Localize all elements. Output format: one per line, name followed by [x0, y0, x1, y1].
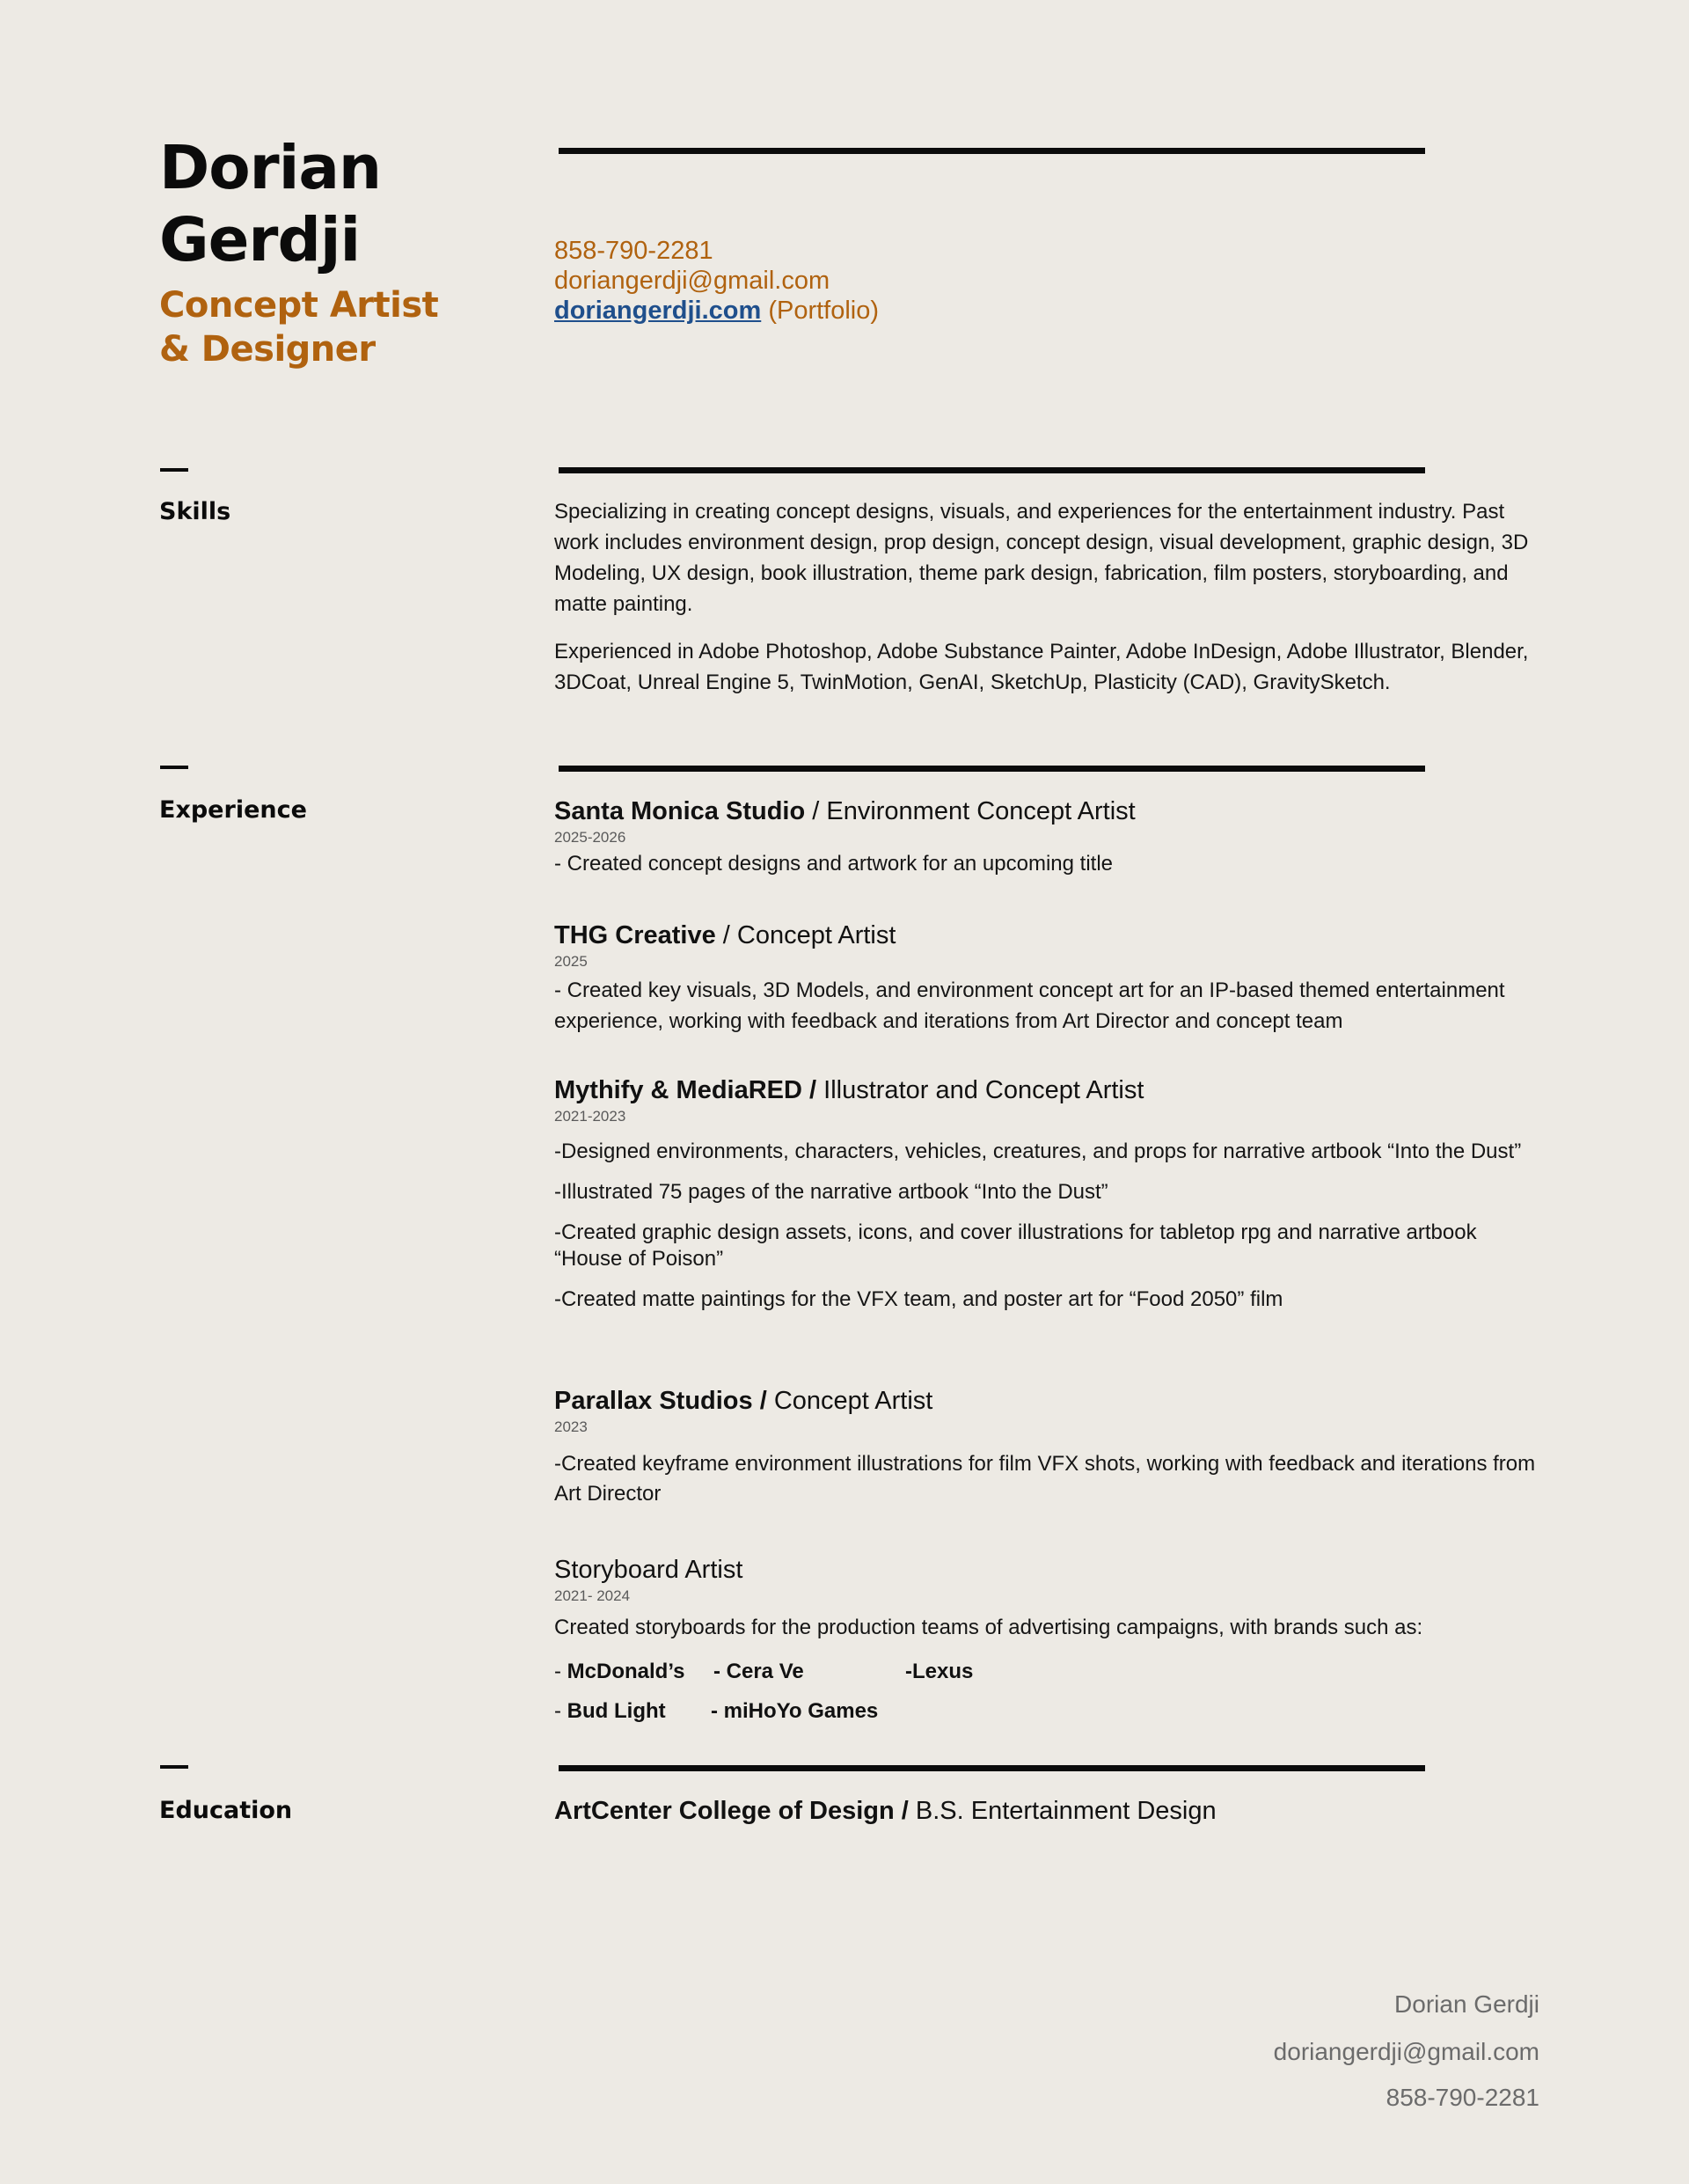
first-name: Dorian [159, 133, 382, 203]
job-entry [554, 795, 1539, 877]
job-description: -Created keyframe environment illustrations for film VFX shots, working with feedback and iterations from Art Director [554, 1452, 1536, 1506]
skills-heading: Skills [159, 498, 231, 525]
job-entry [554, 1385, 1539, 1509]
brand-item: - Bud Light [554, 1699, 666, 1723]
brand-item: - McDonald’s [554, 1660, 685, 1683]
school-name: ArtCenter College of Design / [554, 1797, 909, 1825]
portfolio-suffix: (Portfolio) [768, 297, 880, 325]
experience-heading: Experience [159, 796, 307, 824]
role-title: Illustrator and Concept Artist [816, 1076, 1144, 1104]
job-dates: 2021- 2024 [554, 1587, 631, 1604]
education-heading: Education [159, 1797, 293, 1824]
section-dash [160, 1765, 188, 1769]
job-header [554, 1385, 1539, 1417]
job-description: -Created matte paintings for the VFX team, and poster art for “Food 2050” film [554, 1287, 1283, 1311]
role-title: / Environment Concept Artist [805, 797, 1136, 825]
section-dash [160, 766, 188, 769]
skills-paragraph: Specializing in creating concept designs, visuals, and experiences for the entertainment industry. Past work includes environment design, prop design, concept design, visual development, graphic design, 3D Modeling, UX design, book illustration, theme park design, fabrication, film posters, storyboarding, and matte painting. [554, 500, 1529, 616]
brand-item: - miHoYo Games [711, 1699, 879, 1723]
job-description: -Created graphic design assets, icons, and cover illustrations for tabletop rpg and narrative artbook “House of Poison” [554, 1220, 1477, 1271]
skills-paragraph: Experienced in Adobe Photoshop, Adobe Substance Painter, Adobe InDesign, Adobe Illustrator, Blender, 3DCoat, Unreal Engine 5, TwinMotion, GenAI, SketchUp, Plasticity (CAD), GravitySketch. [554, 640, 1529, 694]
company-name: Parallax Studios / [554, 1387, 767, 1415]
brand-item: - Cera Ve [713, 1660, 804, 1683]
job-title-line1: Concept Artist [159, 285, 439, 326]
job-entry [554, 1554, 1539, 1641]
job-dates: 2025 [554, 953, 588, 970]
job-header [554, 1074, 1539, 1106]
job-description: - Created concept designs and artwork for an upcoming title [554, 852, 1114, 876]
email: doriangerdji@gmail.com [554, 267, 830, 295]
section-rule [559, 467, 1425, 473]
degree: B.S. Entertainment Design [908, 1797, 1217, 1825]
contact-block [554, 236, 879, 326]
job-description: Created storyboards for the production teams of advertising campaigns, with brands such as: [554, 1616, 1423, 1639]
footer-phone: 858-790-2281 [1386, 2084, 1539, 2111]
role-title: / Concept Artist [715, 921, 896, 949]
footer-name: Dorian Gerdji [1394, 1990, 1539, 2018]
job-title-line2: & Designer [159, 329, 376, 370]
last-name: Gerdji [159, 205, 361, 275]
job-entry [554, 920, 1539, 1037]
portfolio-line [554, 296, 879, 326]
phone: 858-790-2281 [554, 237, 713, 265]
role-title: Concept Artist [766, 1387, 933, 1415]
job-entry [554, 1074, 1539, 1313]
applicant-name [159, 132, 381, 276]
brand-item: -Lexus [905, 1660, 974, 1683]
job-description: -Designed environments, characters, vehicles, creatures, and props for narrative artbook “Into the Dust” [554, 1140, 1522, 1163]
header-rule [559, 148, 1425, 154]
job-header [554, 920, 1539, 951]
job-description: -Illustrated 75 pages of the narrative artbook “Into the Dust” [554, 1180, 1108, 1204]
job-dates: 2023 [554, 1418, 588, 1435]
job-header [554, 1554, 1539, 1586]
job-header [554, 795, 1539, 827]
section-dash [160, 468, 188, 472]
job-dates: 2025-2026 [554, 829, 626, 846]
education-entry [554, 1795, 1217, 1827]
job-description: - Created key visuals, 3D Models, and environment concept art for an IP-based themed entertainment experience, working with feedback and iterations from Art Director and concept team [554, 978, 1505, 1033]
section-rule [559, 1765, 1425, 1771]
portfolio-link[interactable]: doriangerdji.com [554, 297, 762, 325]
skills-body [554, 496, 1531, 698]
company-name: THG Creative [554, 921, 716, 949]
section-rule [559, 766, 1425, 772]
company-name: Santa Monica Studio [554, 797, 806, 825]
job-title [159, 283, 438, 371]
company-name: Mythify & MediaRED / [554, 1076, 817, 1104]
role-title: Storyboard Artist [554, 1556, 743, 1584]
footer-email: doriangerdji@gmail.com [1273, 2038, 1539, 2065]
job-dates: 2021-2023 [554, 1108, 626, 1125]
